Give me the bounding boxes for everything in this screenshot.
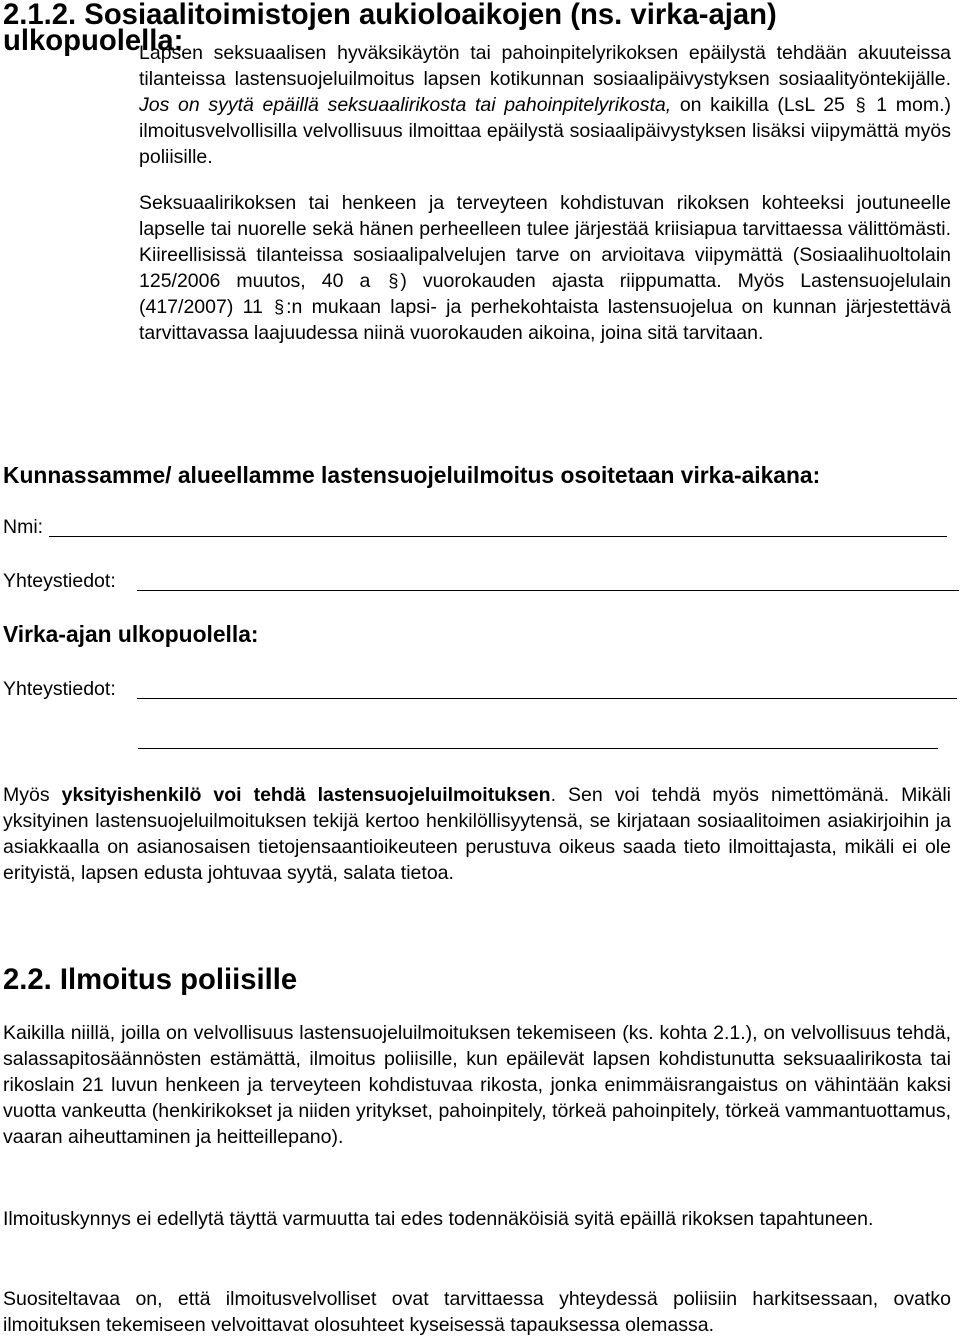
contact-field-after-hours[interactable] [3,676,953,706]
paragraph-acute-report: Lapsen seksuaalisen hyväksikäytön tai pahoinpitelyrikoksen epäilystä tehdään akuuteissa tilanteissa lastensuojeluilmoitus lapsen kotikunnan sosiaalipäivystyksen sosiaalityöntekijälle. Jos on syytä epäillä seksuaalirikosta tai pahoinpitelyrikosta, on kaikilla (LsL 25 § 1 mom.) ilmoitusvelvollisilla velvollisuus ilmoittaa epäilystä sosiaalipäivystyksen lisäksi viipymättä myös poliisille. [139,42,952,168]
after-hours-heading: Virka-ajan ulkopuolella: [3,621,259,647]
section-sign: § [274,297,285,317]
section-sign: § [855,95,866,115]
paragraph-recommendation: Suositeltavaa on, että ilmoitusvelvolliset ovat tarvittaessa yhteydessä poliisiin harkitsessaan, ovatko ilmoituksen tekemiseen velvoittavat olosuhteet kyseisessä tapauksessa olemassa. [3,1288,951,1336]
name-label: Nmi: [3,516,44,538]
paragraph-private-person: Myös yksityishenkilö voi tehdä lastensuojeluilmoituksen. Sen voi tehdä myös nimettömänä. Mikäli yksityinen lastensuojeluilmoituksen tekijä kertoo henkilöllisyytensä, se kirjataan sosiaalitoimen asiakirjoihin ja asiakkaalla on asianosaisen tietojensaantioikeuteen perustuva oikeus saada tieto ilmoittajasta, mikäli ei ole erityistä, lapsen edusta johtuvaa syytä, salata tietoa. [3,784,951,884]
section-sign: § [388,271,399,291]
contact-blank-line[interactable] [137,698,957,699]
contact-blank-line[interactable] [137,590,959,591]
paragraph-police-duty: Kaikilla niillä, joilla on velvollisuus lastensuojeluilmoituksen tekemiseen (ks. kohta 2.1.), on velvollisuus tehdä, salassapitosäännösten estämättä, ilmoitus poliisille, kun epäilevät lapsen kohdistunutta seksuaalirikosta tai rikoslain 21 luvun henkeen ja terveyteen kohdistuvaa rikosta, jonka enimmäisrangaistus on vähintään kaksi vuotta vankeutta (henkirikokset ja niiden yritykset, pahoinpitely, törkeä pahoinpitely, törkeä vammantuottamus, vaaran aiheuttaminen ja heitteillepano). [3,1022,951,1148]
paragraph-threshold: Ilmoituskynnys ei edellytä täyttä varmuutta tai edes todennäköisiä syitä epäillä rikoksen tapahtuneen. [3,1208,874,1230]
extra-blank-line[interactable] [138,748,938,749]
section-heading-2-2: 2.2. Ilmoitus poliisille [3,964,298,996]
contact-field-office-hours[interactable] [3,568,953,598]
paragraph-crisis-help: Seksuaalirikoksen tai henkeen ja terveyteen kohdistuvan rikoksen kohteeksi joutuneelle lapselle tai nuorelle sekä hänen perheelleen tulee järjestää kriisiapua tarvittaessa välittömästi. Kiireellisissä tilanteissa sosiaalipalvelujen tarve on arvioitava viipymättä (Sosiaalihuoltolain 125/2006 muutos, 40 a § ) vuorokauden ajasta riippumatta. Myös Lastensuojelulain (417/2007) 11 § :n mukaan lapsi- ja perhekohtaista lastensuojelua on kunnan järjestettävä tarvittavassa laajuudessa niinä vuorokauden aikoina, joina sitä tarvitaan. [139,192,951,344]
contact-form-heading: Kunnassamme/ alueellamme lastensuojeluilmoitus osoitetaan virka-aikana: [3,462,821,488]
contact-label: Yhteystiedot: [3,570,116,592]
section-heading-2-1-2: 2.1.2. Sosiaalitoimistojen aukioloaikojen (ns. virka-ajan) ulkopuolella: [3,0,777,57]
name-field[interactable] [3,514,953,544]
name-blank-line[interactable] [49,536,947,537]
contact-label: Yhteystiedot: [3,678,116,700]
